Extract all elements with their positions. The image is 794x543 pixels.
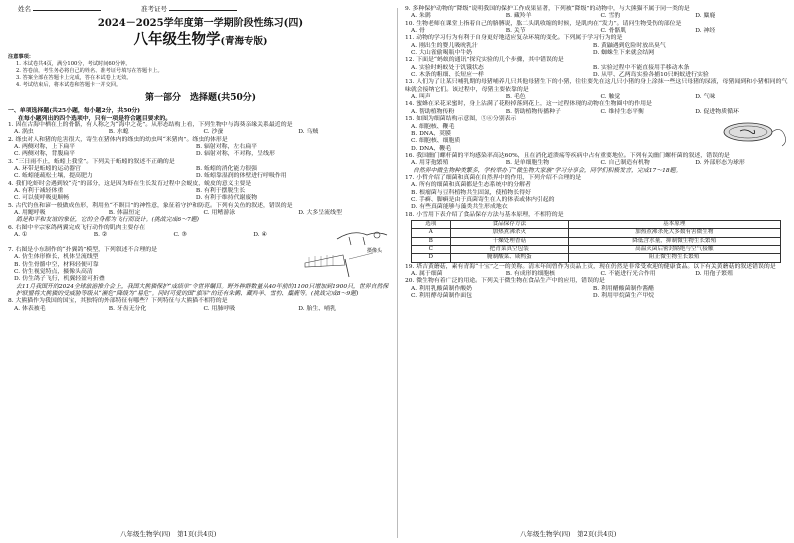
name-field[interactable]: 姓名 — [18, 6, 101, 13]
question-6: 6. 右图中辛宗家鸽两翼完成飞行动作的肌肉主要存在 A. ① B. ② C. ③ D. ④ — [8, 225, 393, 247]
left-page — [8, 6, 393, 313]
notes: 注意事项： 1. 本试卷共4页，满分100分，考试时间60分钟。 2. 答卷前，考生务必将自己的姓名、准考证号填写在答题卡上。 3. 答案全部在答题卡上完成，答在本试卷上无效。 4. 考试结束后，将本试卷和答题卡一并交回。 — [8, 54, 163, 88]
food-preservation-table — [411, 220, 781, 263]
table-row: A 加热煮沸杀灭 加热煮沸杀死大多数有害微生物 — [412, 229, 781, 237]
question-16: 16. 我国幽门螺杆菌的平均感染率高达60%，且在消化道溃疡等疾病中占有重要地位。下列有关幽门螺杆菌的叙述，错误的是 A. 用芽孢繁殖 B. 是单细胞生物 C. 自己制造有机物 D. 外部形态为球形 — [405, 152, 745, 167]
question-10: 10. 生物老师在课堂上指着自己的胳膊说，肱二头肌收缩的时候，是肌肉在“发力”。请问生物受伤的部位是 A. 骨 B. 关节 C. 骨骼肌 D. 神经 — [405, 20, 716, 35]
table-header-row: 选项 食品保存方法 基本原理 — [412, 220, 781, 228]
section-heading: 一、单项选择题(共25小题，每小题2分，共50分) — [8, 107, 141, 115]
question-5: 5. 古代钓鱼和谚一般做成鱼形，利用鱼“不瞑目”的神性意，象征着守护和防范。下列有关鱼的叙述，错误的是 A. 用鳃呼吸 B. 体温恒定 C. 用鳍游泳 D. 大多呈流线型 — [8, 202, 342, 217]
question-8: 8. 大熊猫作为我国的国宝，其独特的外部特征有哪些？下列特征与大熊猫不相符的是 A. 体表被毛 B. 牙齿无分化 C. 用肺呼吸 D. 胎生、哺乳 — [8, 298, 336, 312]
question-18: 18. 小雪用下表介绍了食品保存方法与基本原理，不相符的是 选项 食品保存方法 基本原理 A 加热煮沸杀灭 加热煮沸杀死大多数有害微生物 B 干燥处理香菇 降低含水量，抑制微生物生长繁殖 C 把青菜真空包装 高温灭菌后密封隔绝与空气接触 D 腌制酸菜、咸鸭蛋 阻止微生物生长繁殖 — [405, 212, 790, 263]
footer-right: 八年级生物学(四) 第2页(共4页) — [520, 530, 617, 538]
question-1: 1. 因在古海中栖在上的骨骼，有人称之为“海中之花”。从形态结构上看，下列生物中与海葵亲缘关系最近的是 A. 涡虫 B. 水螅 C. 沙蚕 D. 乌贼 — [8, 122, 319, 136]
q8-intro: 去11月我国开的2024全球旅游推介会上，我国大熊猫保护“成绩单”令世界瞩目。野外种群数量从40年前的1100只增加到1900只，世界自然保护联盟将大熊猫的受威胁等级从“濒危”降级为“易危”。同时可爱的国“旗军”的还有朱鹮、藏羚羊、雪豹、麋鹿等。(挑战完成8～9题) — [16, 283, 389, 297]
section-tip: 在每小题列出的四个选项中，只有一项是符合题目要求的。 — [18, 114, 172, 122]
q17-intro: 自然界中微生物种类繁多，学校举办了“微生物大家族”学习分享会，同学们积极发言，完成17～18题。 — [413, 167, 682, 174]
footer-left: 八年级生物学(四) 第1页(共4页) — [120, 530, 217, 538]
question-19: 19. 塔吉黄蘑菇，素有青海“十宝”之一的美称。清末年间曾作为贡品上贡，现在仍然是非常受欢迎的健康食品。以下有关黄蘑菇的叙述错误的是 A. 属于细菌 B. 有成形的细胞核 C. 不能进行光合作用 D. 用孢子繁殖 — [405, 263, 776, 278]
question-20: 20. 微生物有着广泛的用途。下列关于微生物在食品生产中的应用，错误的是 A. 利用乳酸菌制作酸奶 B. 利用醋酸菌制作酱醋 C. 利用酵母菌制作面包 D. 利用甲烷菌生产甲烷 — [405, 278, 655, 300]
question-4: 4. 我们吃虾时会遇到较“壳”的部分，这是因为虾在生长发育过程中会蜕皮，蜕皮的意义主要是 A. 有利于减轻体重 B. 有利于摆脱生长 C. 可以使呼吸更顺畅 D. 有利于维持代谢废物 — [8, 180, 258, 202]
bacteria-structure-figure — [710, 116, 790, 150]
subject-title: 八年级生物学(青海专版) — [133, 31, 268, 49]
table-row: B 干燥处理香菇 降低含水量，抑制微生物生长繁殖 — [412, 237, 781, 245]
question-13: 13. 人们为了让某只哺乳期的母猪哺养几只其他母猪生下的小猪，往往要先在这几只小猪的身上涂抹一些这只母猪的尿液，母猪闻到和小猪相同的气味就会接纳它们。该过程中，母猪主要依靠的是 A. 叫声 B. 毛色 C. 触觉 D. 气味 — [405, 79, 788, 101]
right-page — [405, 6, 790, 300]
question-2: 2. 绦虫对人和猪的危害很大，寄生在猪体内的绦虫的幼虫叫“米猪肉”。绦虫的体形是 A. 两侧对称，上下扁平 B. 辐射对称，左右扁平 C. 两侧对称，背腹扁平 D. 辐射对称，不对称，呈线形 — [8, 136, 275, 158]
exam-title: 2024－2025学年度第一学期阶段性练习(四) — [97, 18, 304, 30]
question-17: 17. 小哲介绍了细菌和真菌在自然界中的作用，下列介绍不合理的是 A. 所有的细菌和真菌都是生态系统中的分解者 B. 根瘤菌与豆科植物共生固氮，使植物长得好 C. 手癣、脚癣是由于真菌寄生在人的体表或体内引起的 D. 有些真菌能够与藻类共生形成地衣 — [405, 174, 582, 211]
camera-label: 摄像头 — [367, 247, 383, 254]
question-12: 12. 下面是“蚂蚁的通讯”探究实验的几个步骤，其中错误的是 A. 实验时蚂蚁处于饥饿状态 B. 实验过程中不能直接用手移动木条 C. 木条的粗细、长短应一样 D. 从甲、乙两岛实验各捕10只蚂蚁进行实验 — [405, 57, 709, 79]
exam-no-field[interactable]: 准考证号 — [141, 6, 237, 13]
table-row: C 把青菜真空包装 高温灭菌后密封隔绝与空气接触 — [412, 246, 781, 254]
flapping-wing-model-figure — [303, 247, 393, 281]
question-11: 11. 动物的学习行为有利于自身更好地适应复杂环境的变化。下列属于学习行为的是 A. 刚出生的婴儿吸吮乳汁 B. 黄鼬遇到危险时放出臭气 C. 大山雀偷喝瓶中牛奶 D. 蜘蛛生下来就会结网 — [405, 35, 666, 57]
question-14: 14. 蜜蜂在采花采蜜时，身上沾满了花粉掉落到花上，这一过程体现的动物在生物圈中的作用是 A. 帮助植物传粉 B. 帮助植物传播种子 C. 维持生态平衡 D. 促进物质循环 — [405, 101, 739, 115]
table-row: D 腌制酸菜、咸鸭蛋 阻止微生物生长繁殖 — [412, 254, 781, 262]
question-15: 15. 如图为细菌结构示意图，⑤⑥分别表示 A. 细胞核、鞭毛 B. DNA、荚膜 C. 细胞核、细胞质 D. DNA、鞭毛 — [405, 116, 790, 153]
q6-intro: 鸽是和平和友谊的象征，它的全身都为飞行而设计。(挑战完成6～7题) — [16, 217, 199, 224]
question-7: 7. 右图是小东制作的“扑翼鸽”模型，下列叙述不合理的是 A. 仿生体形修长，机体呈流线型 B. 仿生骨骼中空，材料轻便可靠 C. 仿生视觉特点，摄像头高清 D. 仿生鸽子飞行，机翼轻盈可折叠 摄像头 — [8, 247, 393, 284]
question-9: 9. 多种保护动物的“降级”说明我国的保护工作成果显著，下列被“降级”的动物中，与大熊猫不属于同一类的是 A. 朱鹮 B. 藏羚羊 C. 雪豹 D. 麋鹿 — [405, 6, 716, 20]
candidate-fields — [18, 6, 393, 13]
pigeon-skeleton-figure — [333, 225, 393, 247]
page-divider — [397, 8, 398, 538]
question-3: 3. “三日雨不止，蚯蚓上我堂”。下列关于蚯蚓的叙述不正确的是 A. 环带是蚯蚓的运动器官 B. 蚯蚓的消化能力很强 C. 蚯蚓能疏松土壤，提高肥力 D. 蚯蚓靠湿润的体壁进行呼吸作用 — [8, 158, 287, 180]
part-title: 第一部分 选择题(共50分) — [144, 93, 257, 104]
